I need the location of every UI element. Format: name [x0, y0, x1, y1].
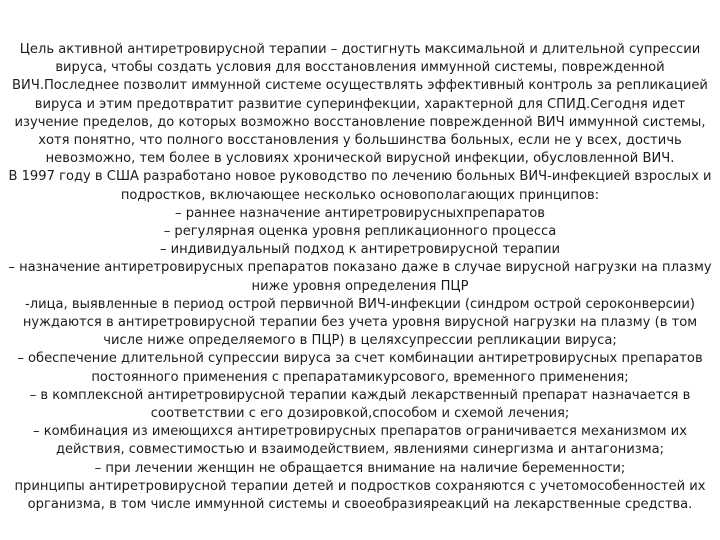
- paragraph-goal: Цель активной антиретровирусной терапии – достигнуть максимальной и длительной супрессии вируса, чтобы создать условия для восстановления иммунной системы, поврежденной ВИЧ.Последнее позволит иммунной системе осуществлять эффективный контроль за репликацией вируса и этим предотвратит развитие суперинфекции, характерной для СПИД.Сегодня идет изучение пределов, до которых возможно восстановление поврежденной ВИЧ иммунной системы, хотя понятно, что полного восстановления у большинства больных, если не у всех, достичь невозможно, тем более в условиях хронической вирусной инфекции, обусловленной ВИЧ.: [12, 42, 708, 167]
- principle-combination: – комбинация из имеющихся антиретровирусных препаратов ограничивается механизмом их действия, совместимостью и взаимодействием, явлениями синергизма и антагонизма;: [33, 424, 687, 458]
- principle-children: принципы антиретровирусной терапии детей и подростков сохраняются с учетомособенностей их организма, в том числе иммунной системы и своеобразияреакций на лекарственные средства.: [14, 478, 706, 513]
- principle-pregnancy: – при лечении женщин не обращается внимание на наличие беременности;: [94, 460, 626, 476]
- principle-early-start: – раннее назначение антиретровирусныхпрепаратов: [174, 205, 546, 221]
- principle-low-viral-load: – назначение антиретровирусных препаратов показано даже в случае вирусной нагрузки на плазму ниже уровня определения ПЦР: [8, 260, 712, 294]
- principle-long-suppression: – обеспечение длительной супрессии вируса за счет комбинации антиретровирусных препаратов постоянного применения с препаратамикурсового, временного применения;: [17, 351, 703, 385]
- principle-acute-infection: -лица, выявленные в период острой первичной ВИЧ-инфекции (синдром острой сероконверсии) нуждаются в антиретровирусной терапии без учета уровня вирусной нагрузки на плазму (в том числе ниже определяемого в ПЦР) в целяхсупрессии репликации вируса;: [22, 296, 698, 349]
- principle-regular-assessment: – регулярная оценка уровня репликационного процесса: [163, 224, 557, 240]
- slide-body-text: [2, 41, 718, 514]
- principle-individual-approach: – индивидуальный подход к антиретровирусной терапии: [159, 242, 561, 258]
- paragraph-guideline-intro: В 1997 году в США разработано новое руководство по лечению больных ВИЧ-инфекцией взрослых и подростков, включающее несколько основополагающих принципов:: [8, 169, 712, 203]
- principle-dosing: – в комплексной антиретровирусной терапии каждый лекарственный препарат назначается в соответствии с его дозировкой,способом и схемой лечения;: [29, 387, 691, 422]
